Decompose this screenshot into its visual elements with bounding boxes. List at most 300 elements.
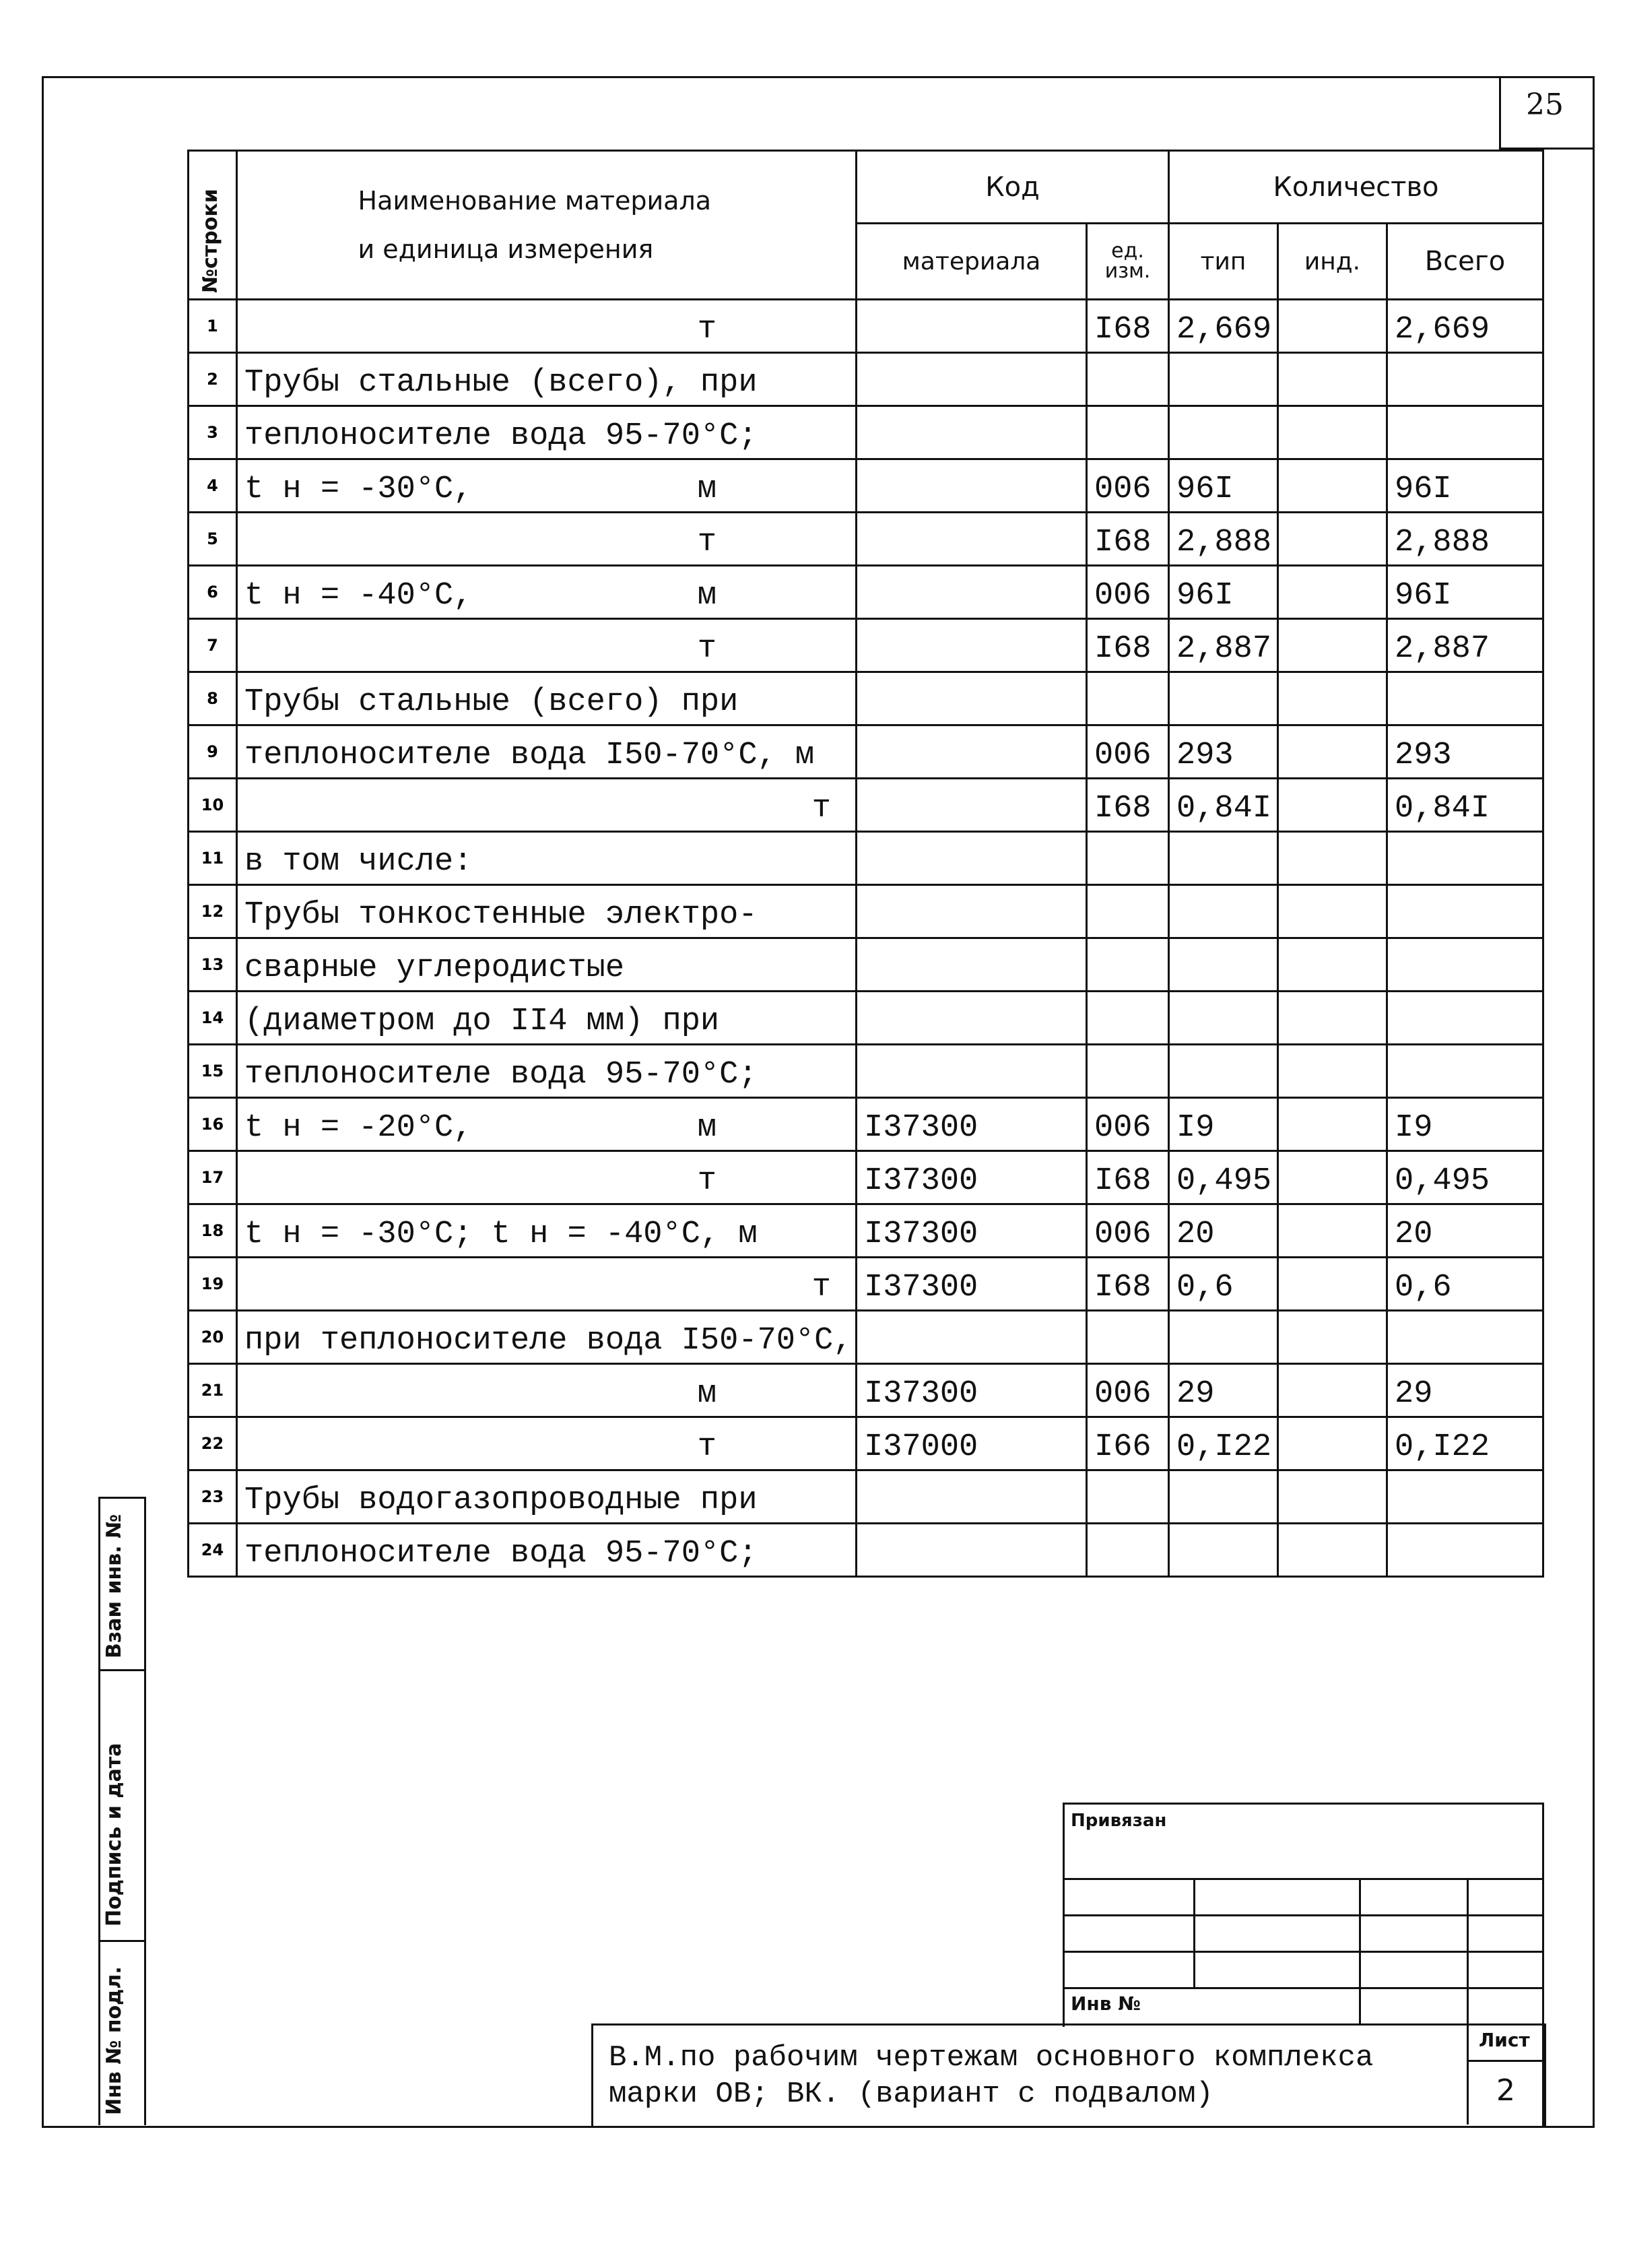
row-qty-total: 2,887 xyxy=(1395,631,1490,667)
table-body xyxy=(189,300,1543,1577)
row-unit-code: 006 xyxy=(1094,472,1152,507)
row-name: Трубы стальные (всего), при xyxy=(244,365,758,401)
row-qty-tip: 20 xyxy=(1176,1217,1215,1252)
row-qty-total-cell xyxy=(1387,1311,1543,1364)
row-unit-code-cell xyxy=(1087,1364,1169,1417)
row-unit-code-cell xyxy=(1087,1524,1169,1577)
row-name xyxy=(238,1305,855,1309)
row-unit-code-cell xyxy=(1087,566,1169,619)
row-qty-total-cell xyxy=(1387,513,1543,566)
row-material-code-cell xyxy=(857,1258,1087,1311)
row-qty-ind-cell xyxy=(1278,992,1387,1045)
row-qty-total xyxy=(1388,1518,1542,1522)
row-qty-tip xyxy=(1170,880,1277,884)
row-qty-ind xyxy=(1279,1412,1386,1416)
row-material-code: I37300 xyxy=(864,1110,978,1146)
row-qty-total xyxy=(1388,986,1542,990)
title-sheet-divider xyxy=(1467,2023,1469,2125)
row-unit-code: I68 xyxy=(1094,312,1152,348)
materials-table xyxy=(187,150,1544,1578)
row-qty-ind xyxy=(1279,1199,1386,1203)
row-qty-tip: 2,887 xyxy=(1176,631,1272,667)
row-unit-code-cell xyxy=(1087,779,1169,832)
row-qty-ind xyxy=(1279,773,1386,777)
row-name-cell xyxy=(237,566,857,619)
row-unit xyxy=(710,720,721,724)
row-unit: т xyxy=(697,1429,717,1465)
row-name-cell xyxy=(237,1311,857,1364)
row-qty-ind-cell xyxy=(1278,1204,1387,1258)
row-number-cell: 14 xyxy=(189,992,237,1045)
row-qty-tip-cell xyxy=(1169,1311,1278,1364)
page-number: 25 xyxy=(1526,88,1564,122)
row-number-cell: 12 xyxy=(189,885,237,938)
row-material-code xyxy=(857,1572,1086,1576)
row-unit xyxy=(710,1093,721,1097)
row-material-code-cell xyxy=(857,725,1087,779)
row-qty-ind-cell xyxy=(1278,353,1387,406)
row-name-cell xyxy=(237,832,857,885)
title-grid-vline-3 xyxy=(1467,1878,1469,2025)
row-material-code-cell xyxy=(857,513,1087,566)
row-qty-tip: 29 xyxy=(1176,1376,1215,1412)
row-qty-total: 96I xyxy=(1395,472,1452,507)
row-unit-code xyxy=(1088,454,1168,458)
row-material-code-cell xyxy=(857,1470,1087,1524)
table-row xyxy=(189,832,1543,885)
row-material-code xyxy=(857,1359,1086,1363)
row-qty-total-cell xyxy=(1387,406,1543,459)
side-stamp-inner-line xyxy=(144,1497,146,2125)
table-row xyxy=(189,938,1543,992)
row-qty-tip: I9 xyxy=(1176,1110,1215,1146)
row-name-cell xyxy=(237,1470,857,1524)
row-name xyxy=(238,827,855,831)
row-qty-total: 0,495 xyxy=(1395,1163,1490,1199)
header-name-cell xyxy=(237,151,857,300)
row-number-cell: 21 xyxy=(189,1364,237,1417)
row-qty-tip xyxy=(1170,401,1277,405)
row-material-code xyxy=(857,773,1086,777)
row-qty-total-cell xyxy=(1387,725,1543,779)
row-unit-code xyxy=(1088,880,1168,884)
header-name: Наименование материала и единица измерения xyxy=(358,186,712,264)
row-qty-tip-cell xyxy=(1169,1204,1278,1258)
row-material-code-cell xyxy=(857,938,1087,992)
row-qty-ind xyxy=(1279,507,1386,511)
row-qty-total-cell xyxy=(1387,1204,1543,1258)
row-qty-total xyxy=(1388,933,1542,937)
table-row xyxy=(189,1524,1543,1577)
row-unit-code xyxy=(1088,720,1168,724)
row-qty-ind xyxy=(1279,827,1386,831)
row-qty-tip-cell xyxy=(1169,1258,1278,1311)
header-row-1 xyxy=(189,151,1543,224)
row-unit-code-cell xyxy=(1087,1045,1169,1098)
row-qty-ind-cell xyxy=(1278,300,1387,353)
row-unit-code-cell xyxy=(1087,1470,1169,1524)
row-material-code-cell xyxy=(857,1311,1087,1364)
row-material-code xyxy=(857,507,1086,511)
title-grid-vline-1 xyxy=(1193,1878,1195,1987)
header-code-unit-cell xyxy=(1087,224,1169,300)
row-name: теплоносителе вода 95-70°С; xyxy=(244,1057,758,1093)
row-qty-total-cell xyxy=(1387,459,1543,513)
row-material-code-cell xyxy=(857,1524,1087,1577)
row-number-cell: 15 xyxy=(189,1045,237,1098)
row-unit-code: 006 xyxy=(1094,1217,1152,1252)
row-qty-total: 293 xyxy=(1395,738,1452,773)
row-qty-total: 29 xyxy=(1395,1376,1433,1412)
title-grid-line-4 xyxy=(1063,1987,1542,1989)
row-name-cell xyxy=(237,992,857,1045)
row-qty-ind-cell xyxy=(1278,459,1387,513)
row-qty-tip-cell xyxy=(1169,353,1278,406)
row-unit xyxy=(710,773,721,777)
row-qty-tip-cell xyxy=(1169,566,1278,619)
row-number-cell: 2 xyxy=(189,353,237,406)
row-name: t н = -30°С, xyxy=(244,472,473,507)
row-unit-code: I68 xyxy=(1094,791,1152,827)
row-unit-code-cell xyxy=(1087,1311,1169,1364)
row-qty-total xyxy=(1388,880,1542,884)
row-qty-tip: 0,84I xyxy=(1176,791,1272,827)
row-material-code-cell xyxy=(857,1364,1087,1417)
row-unit-code xyxy=(1088,1039,1168,1043)
row-unit-code: 006 xyxy=(1094,578,1152,614)
row-qty-tip xyxy=(1170,1039,1277,1043)
row-qty-total-cell xyxy=(1387,353,1543,406)
row-name-cell xyxy=(237,1204,857,1258)
row-name-cell xyxy=(237,1364,857,1417)
row-number-cell: 8 xyxy=(189,672,237,725)
row-unit-code-cell xyxy=(1087,619,1169,672)
table-row xyxy=(189,1098,1543,1151)
row-qty-ind-cell xyxy=(1278,1470,1387,1524)
row-qty-total: 0,6 xyxy=(1395,1270,1452,1305)
row-qty-total: 2,888 xyxy=(1395,525,1490,560)
table-row xyxy=(189,406,1543,459)
table-row xyxy=(189,1470,1543,1524)
row-qty-tip-cell xyxy=(1169,832,1278,885)
row-qty-total-cell xyxy=(1387,1524,1543,1577)
row-material-code-cell xyxy=(857,619,1087,672)
row-number-cell: 9 xyxy=(189,725,237,779)
row-unit: м xyxy=(697,1376,717,1412)
row-unit-code-cell xyxy=(1087,353,1169,406)
row-unit xyxy=(710,1252,721,1256)
row-material-code-cell xyxy=(857,1098,1087,1151)
row-material-code: I37300 xyxy=(864,1376,978,1412)
table-row xyxy=(189,353,1543,406)
row-qty-ind-cell xyxy=(1278,779,1387,832)
row-qty-ind-cell xyxy=(1278,938,1387,992)
row-name: t н = -20°С, xyxy=(244,1110,473,1146)
table-row xyxy=(189,885,1543,938)
title-block-inv-label: Инв № xyxy=(1071,1992,1141,2015)
row-unit-code-cell xyxy=(1087,1204,1169,1258)
row-qty-total xyxy=(1388,401,1542,405)
row-qty-tip-cell xyxy=(1169,1098,1278,1151)
row-qty-total xyxy=(1388,720,1542,724)
row-material-code-cell xyxy=(857,1151,1087,1204)
row-unit-code xyxy=(1088,986,1168,990)
row-qty-tip: 2,888 xyxy=(1176,525,1272,560)
row-name-cell xyxy=(237,885,857,938)
row-unit: т xyxy=(697,631,717,667)
row-qty-total xyxy=(1388,454,1542,458)
row-material-code xyxy=(857,614,1086,618)
title-grid-vline-2 xyxy=(1359,1878,1361,2025)
row-qty-ind-cell xyxy=(1278,1258,1387,1311)
row-name-cell xyxy=(237,459,857,513)
row-material-code xyxy=(857,880,1086,884)
side-stamp-inv-orig: Инв № подл. xyxy=(102,1966,126,2115)
row-material-code-cell xyxy=(857,885,1087,938)
row-qty-ind xyxy=(1279,348,1386,352)
row-number-cell: 23 xyxy=(189,1470,237,1524)
row-qty-tip-cell xyxy=(1169,1470,1278,1524)
row-qty-tip-cell xyxy=(1169,779,1278,832)
table-row xyxy=(189,992,1543,1045)
row-qty-tip-cell xyxy=(1169,513,1278,566)
row-number-cell: 1 xyxy=(189,300,237,353)
row-qty-total-cell xyxy=(1387,885,1543,938)
table-row xyxy=(189,779,1543,832)
row-qty-ind-cell xyxy=(1278,513,1387,566)
header-code-material-cell xyxy=(857,224,1087,300)
row-name xyxy=(238,1412,855,1416)
row-material-code xyxy=(857,827,1086,831)
row-material-code-cell xyxy=(857,1045,1087,1098)
row-material-code-cell xyxy=(857,566,1087,619)
row-unit-code-cell xyxy=(1087,885,1169,938)
header-qty-ind: инд. xyxy=(1304,247,1361,276)
title-caption-line-2: марки ОВ; ВК. (вариант с подвалом) xyxy=(609,2077,1213,2111)
row-qty-total: 20 xyxy=(1395,1217,1433,1252)
title-block-linked-label: Привязан xyxy=(1071,1811,1167,1831)
row-qty-tip-cell xyxy=(1169,1045,1278,1098)
side-stamp-replaced-inv: Взам инв. № xyxy=(102,1514,126,1658)
row-qty-total-cell xyxy=(1387,1470,1543,1524)
table-row xyxy=(189,1204,1543,1258)
row-qty-tip: 0,495 xyxy=(1176,1163,1272,1199)
row-material-code: I37300 xyxy=(864,1217,978,1252)
row-unit-code-cell xyxy=(1087,832,1169,885)
row-name xyxy=(238,667,855,671)
row-unit: т xyxy=(697,525,717,560)
row-unit: т xyxy=(811,1270,831,1305)
row-unit-code-cell xyxy=(1087,459,1169,513)
title-grid-line-2 xyxy=(1063,1914,1542,1916)
table-row xyxy=(189,1045,1543,1098)
header-row-number: №строки xyxy=(199,189,222,293)
row-qty-ind xyxy=(1279,1146,1386,1150)
header-qty-total-cell xyxy=(1387,224,1543,300)
row-qty-ind-cell xyxy=(1278,1045,1387,1098)
row-qty-ind xyxy=(1279,1252,1386,1256)
row-qty-total xyxy=(1388,1359,1542,1363)
row-unit-code: I68 xyxy=(1094,525,1152,560)
row-name: сварные углеродистые xyxy=(244,950,625,986)
row-qty-ind-cell xyxy=(1278,1524,1387,1577)
row-unit xyxy=(710,1518,721,1522)
row-qty-tip: 96I xyxy=(1176,472,1234,507)
row-qty-ind xyxy=(1279,1465,1386,1469)
row-unit: т xyxy=(811,791,831,827)
row-qty-tip: 96I xyxy=(1176,578,1234,614)
row-number-cell: 16 xyxy=(189,1098,237,1151)
row-qty-tip xyxy=(1170,1572,1277,1576)
row-number-cell: 24 xyxy=(189,1524,237,1577)
row-material-code-cell xyxy=(857,353,1087,406)
row-unit-code-cell xyxy=(1087,672,1169,725)
row-qty-total-cell xyxy=(1387,1364,1543,1417)
row-unit-code-cell xyxy=(1087,513,1169,566)
row-qty-total-cell xyxy=(1387,1417,1543,1470)
row-name-cell xyxy=(237,300,857,353)
row-material-code xyxy=(857,560,1086,564)
row-unit-code: I68 xyxy=(1094,1270,1152,1305)
header-code: Код xyxy=(985,171,1040,203)
row-qty-tip: 0,I22 xyxy=(1176,1429,1272,1465)
table-row xyxy=(189,1311,1543,1364)
row-qty-ind xyxy=(1279,560,1386,564)
row-number-cell: 20 xyxy=(189,1311,237,1364)
row-qty-ind-cell xyxy=(1278,725,1387,779)
row-material-code-cell xyxy=(857,1204,1087,1258)
row-name: теплоносителе вода I50-70°С, м xyxy=(244,738,815,773)
row-qty-total-cell xyxy=(1387,779,1543,832)
row-name-cell xyxy=(237,406,857,459)
row-name xyxy=(238,1199,855,1203)
row-unit: м xyxy=(697,578,717,614)
row-name-cell xyxy=(237,353,857,406)
row-qty-ind-cell xyxy=(1278,1151,1387,1204)
row-number-cell: 22 xyxy=(189,1417,237,1470)
table-row xyxy=(189,459,1543,513)
row-qty-tip-cell xyxy=(1169,406,1278,459)
row-unit-code xyxy=(1088,1518,1168,1522)
row-name-cell xyxy=(237,1258,857,1311)
header-qty-total: Всего xyxy=(1424,246,1506,278)
table-row xyxy=(189,566,1543,619)
row-name: Трубы водогазопроводные при xyxy=(244,1483,758,1518)
row-name-cell xyxy=(237,1098,857,1151)
row-name: t н = -30°С; t н = -40°С, м xyxy=(244,1217,758,1252)
row-qty-total xyxy=(1388,1572,1542,1576)
row-unit-code-cell xyxy=(1087,1417,1169,1470)
row-qty-total: I9 xyxy=(1395,1110,1433,1146)
row-material-code xyxy=(857,1518,1086,1522)
row-material-code xyxy=(857,1039,1086,1043)
row-name xyxy=(238,348,855,352)
row-qty-total-cell xyxy=(1387,672,1543,725)
row-qty-ind xyxy=(1279,401,1386,405)
row-qty-ind-cell xyxy=(1278,406,1387,459)
row-number-cell: 7 xyxy=(189,619,237,672)
row-name xyxy=(238,1465,855,1469)
row-unit: м xyxy=(697,472,717,507)
row-qty-total xyxy=(1388,1039,1542,1043)
row-qty-tip xyxy=(1170,933,1277,937)
row-qty-total-cell xyxy=(1387,1151,1543,1204)
header-code-cell xyxy=(857,151,1169,224)
row-qty-total-cell xyxy=(1387,938,1543,992)
row-unit-code-cell xyxy=(1087,1151,1169,1204)
table-row xyxy=(189,1417,1543,1470)
row-qty-ind-cell xyxy=(1278,1098,1387,1151)
row-qty-tip-cell xyxy=(1169,1151,1278,1204)
header-row-number-cell xyxy=(189,151,237,300)
row-qty-ind xyxy=(1279,880,1386,884)
row-qty-ind xyxy=(1279,1039,1386,1043)
row-unit-code xyxy=(1088,401,1168,405)
row-name-cell xyxy=(237,1417,857,1470)
row-material-code-cell xyxy=(857,779,1087,832)
row-name: (диаметром до II4 мм) при xyxy=(244,1004,720,1039)
row-name-cell xyxy=(237,938,857,992)
title-sheet-number: 2 xyxy=(1496,2073,1515,2108)
row-name-cell xyxy=(237,1151,857,1204)
title-sheet-label: Лист xyxy=(1479,2029,1530,2051)
header-qty-tip-cell xyxy=(1169,224,1278,300)
row-qty-total-cell xyxy=(1387,1098,1543,1151)
row-qty-tip-cell xyxy=(1169,992,1278,1045)
row-name: Трубы стальные (всего) при xyxy=(244,684,739,720)
side-stamp-outer-line xyxy=(98,1497,100,2125)
row-name-cell xyxy=(237,513,857,566)
row-unit-code: 006 xyxy=(1094,738,1152,773)
row-qty-ind xyxy=(1279,1572,1386,1576)
row-material-code: I37000 xyxy=(864,1429,978,1465)
row-qty-tip-cell xyxy=(1169,459,1278,513)
row-name: при теплоносителе вода I50-70°С, xyxy=(244,1323,853,1359)
row-material-code-cell xyxy=(857,1417,1087,1470)
row-qty-tip: 0,6 xyxy=(1176,1270,1234,1305)
row-material-code xyxy=(857,1093,1086,1097)
row-name: теплоносителе вода 95-70°С; xyxy=(244,1536,758,1572)
row-qty-ind-cell xyxy=(1278,672,1387,725)
row-qty-total-cell xyxy=(1387,832,1543,885)
title-grid-line-1 xyxy=(1063,1878,1542,1880)
row-qty-ind-cell xyxy=(1278,1311,1387,1364)
row-number-cell: 10 xyxy=(189,779,237,832)
row-qty-total-cell xyxy=(1387,566,1543,619)
side-stamp-signature-date: Подпись и дата xyxy=(102,1743,126,1926)
row-number-cell: 17 xyxy=(189,1151,237,1204)
row-qty-ind-cell xyxy=(1278,885,1387,938)
row-number-cell: 6 xyxy=(189,566,237,619)
row-qty-ind-cell xyxy=(1278,619,1387,672)
table-row xyxy=(189,619,1543,672)
row-qty-tip: 293 xyxy=(1176,738,1234,773)
row-unit xyxy=(710,880,721,884)
row-material-code: I37300 xyxy=(864,1163,978,1199)
row-qty-tip-cell xyxy=(1169,300,1278,353)
row-qty-total-cell xyxy=(1387,1045,1543,1098)
row-name-cell xyxy=(237,779,857,832)
row-material-code-cell xyxy=(857,300,1087,353)
row-qty-tip-cell xyxy=(1169,1364,1278,1417)
row-unit-code: I66 xyxy=(1094,1429,1152,1465)
row-qty-tip-cell xyxy=(1169,725,1278,779)
row-name xyxy=(238,560,855,564)
row-qty-tip xyxy=(1170,1093,1277,1097)
row-name-cell xyxy=(237,1524,857,1577)
row-unit: т xyxy=(697,312,717,348)
row-qty-tip xyxy=(1170,720,1277,724)
